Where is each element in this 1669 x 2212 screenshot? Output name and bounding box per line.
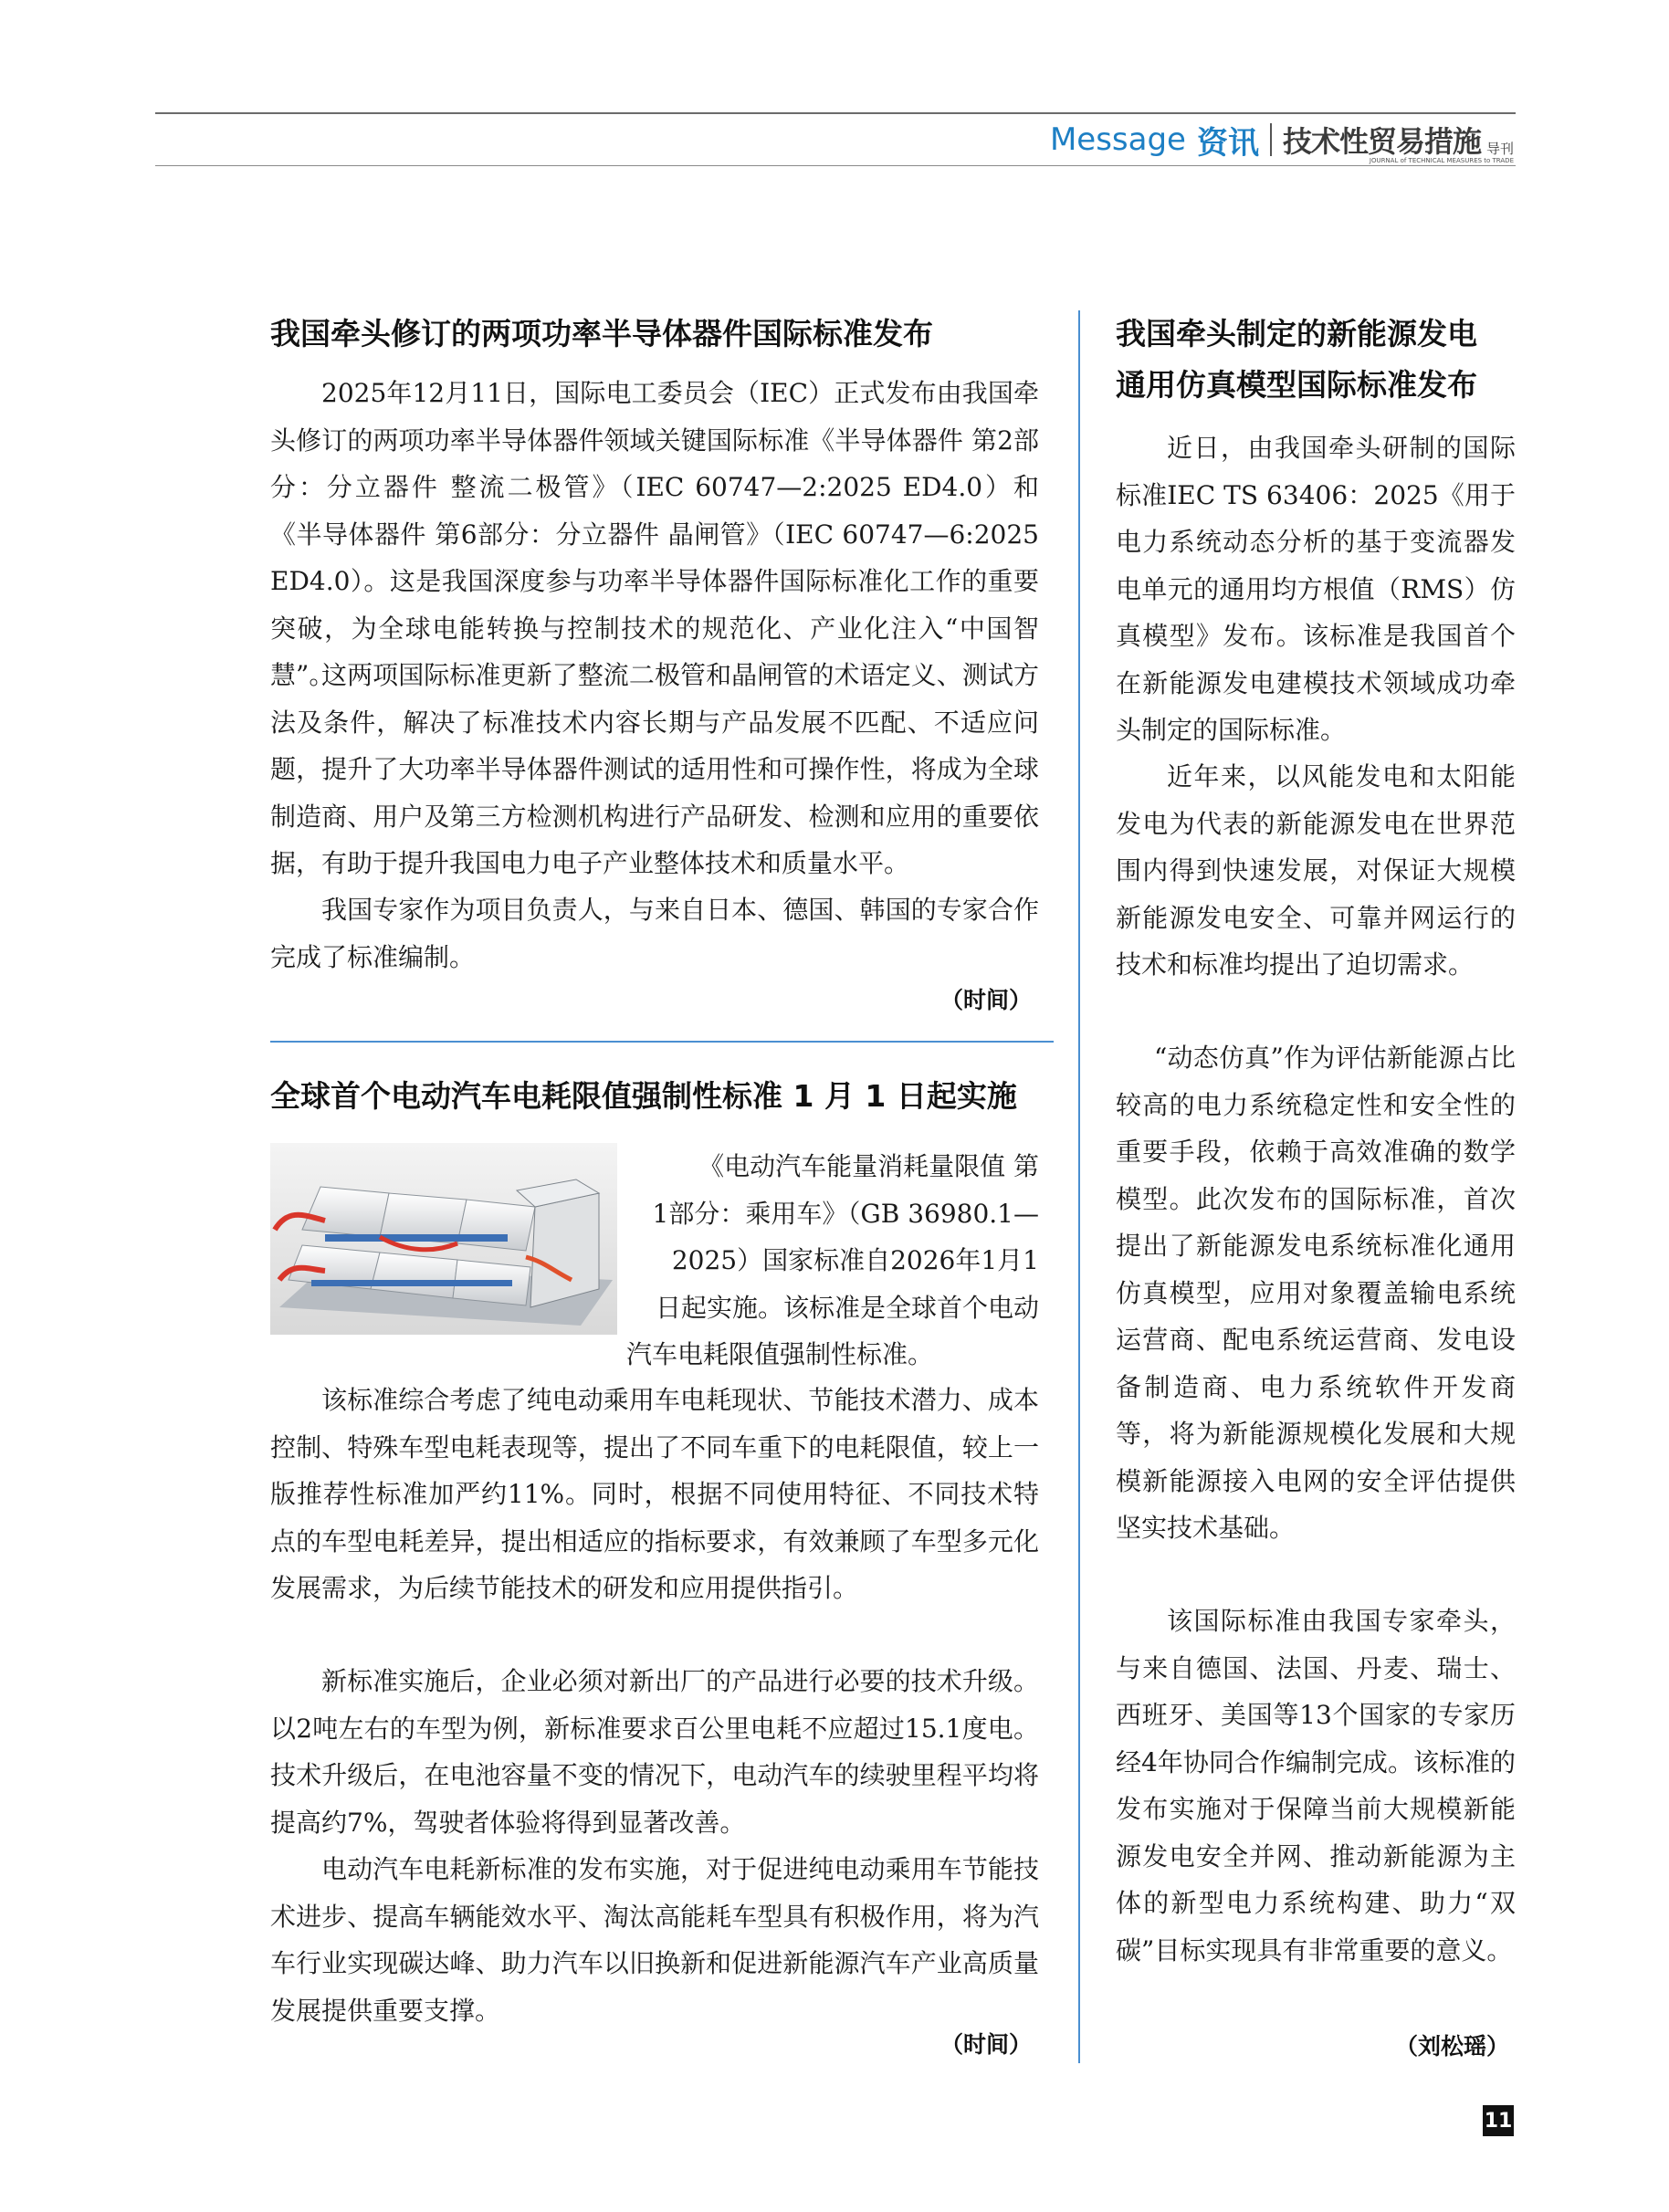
article3-paragraph-2: 近年来，以风能发电和太阳能发电为代表的新能源发电在世界范围内得到快速发展，对保证大规模新能源发电安全、可靠并网运行的技术和标准均提出了迫切需求。 [1116,761,1516,980]
article2-intro-line: 汽车电耗限值强制性标准。 [626,1339,934,1369]
battery-pack-photo [270,1143,617,1335]
article3-title-line: 我国牵头制定的新能源发电 [1116,316,1477,351]
article2-intro-line: 2025）国家标准自2026年1月1 [671,1245,1039,1275]
article3-paragraph-1: 近日，由我国牵头研制的国际标准IEC TS 63406：2025《用于电力系统动态分析的基于变流器发电单元的通用均方根值（RMS）仿真模型》发布。该标准是我国首个在新能源发电建模技术领域成功牵头制定的国际标准。 [1116,433,1516,745]
article1-paragraph-2: 这两项国际标准更新了整流二极管和晶闸管的术语定义、测试方法及条件，解决了标准技术内容长期与产品发展不匹配、不适应问题，提升了大功率半导体器件测试的适用性和可操作性，将成为全球制造商、用户及第三方检测机构进行产品研发、检测和应用的重要依据，有助于提升我国电力电子产业整体技术和质量水平。 [270,660,1039,878]
article1-paragraph-1: 2025年12月11日，国际电工委员会（IEC）正式发布由我国牵头修订的两项功率半导体器件领域关键国际标准《半导体器件 第2部分：分立器件 整流二极管》（IEC 60747—2:2025 ED4.0）和《半导体器件 第6部分：分立器件 晶闸管》（IEC 60747—6:2025 ED4.0）。这是我国深度参与功率半导体器件国际标准化工作的重要突破，为全球电能转换与控制技术的规范化、产业化注入“中国智慧”。 [270,378,1039,690]
article3-title-line: 通用仿真模型国际标准发布 [1116,367,1477,403]
article2-intro-line: 日起实施。该标准是全球首个电动 [655,1292,1039,1323]
running-header [1049,119,1514,164]
article3-paragraph-3: “动态仿真”作为评估新能源占比较高的电力系统稳定性和安全性的重要手段，依赖于高效准确的数学模型。此次发布的国际标准，首次提出了新能源发电系统标准化通用仿真模型，应用对象覆盖输电系统运营商、配电系统运营商、发电设备制造商、电力系统软件开发商等，将为新能源规模化发展和大规模新能源接入电网的安全评估提供坚实技术基础。 [1116,1043,1516,1543]
header-message: Message [1049,121,1186,158]
journal-logo [1282,119,1514,164]
article1-title: 我国牵头修订的两项功率半导体器件国际标准发布 [270,316,933,351]
article2-intro-line: 1部分：乘用车》（GB 36980.1— [652,1198,1039,1229]
header-rule-bottom [155,165,1516,166]
article3-paragraph-4: 该国际标准由我国专家牵头，与来自德国、法国、丹麦、瑞士、西班牙、美国等13个国家的专家历经4年协同合作编制完成。该标准的发布实施对于保障当前大规模新能源发电安全并网、推动新能源为主体的新型电力系统构建、助力“双碳”目标实现具有非常重要的意义。 [1116,1606,1516,1966]
article2-paragraph-3: 电动汽车电耗新标准的发布实施，对于促进纯电动乘用车节能技术进步、提高车辆能效水平、淘汰高能耗车型具有积极作用，将为汽车行业实现碳达峰、助力汽车以旧换新和促进新能源汽车产业高质量发展提供重要支撑。 [270,1854,1039,2026]
article1-paragraph-3: 我国专家作为项目负责人，与来自日本、德国、韩国的专家合作完成了标准编制。 [270,895,1039,972]
article3-source: （刘松瑶） [1395,2033,1510,2060]
header-rule-top [155,112,1516,114]
article1-source: （时间） [940,987,1033,1013]
article2-paragraph-2: 新标准实施后，企业必须对新出厂的产品进行必要的技术升级。以2吨左右的车型为例，新标准要求百公里电耗不应超过15.1度电。技术升级后，在电池容量不变的情况下，电动汽车的续驶里程平均将提高约7%，驾驶者体验将得到显著改善。 [270,1666,1039,1838]
column-divider [1078,310,1080,2063]
article2-intro [626,1143,1039,1379]
article3-title [1116,309,1477,411]
article2-source: （时间） [940,2031,1033,2058]
article2-title: 全球首个电动汽车电耗限值强制性标准 1 月 1 日起实施 [270,1078,1017,1114]
article2-paragraph-1: 该标准综合考虑了纯电动乘用车电耗现状、节能技术潜力、成本控制、特殊车型电耗表现等，提出了不同车重下的电耗限值，较上一版推荐性标准加严约11%。同时，根据不同使用特征、不同技术特点的车型电耗差异，提出相适应的指标要求，有效兼顾了车型多元化发展需求，为后续节能技术的研发和应用提供指引。 [270,1385,1039,1603]
header-zixun: 资讯 [1196,124,1259,162]
header-separator [1270,123,1272,156]
section-divider [270,1041,1054,1043]
logo-main-text: 技术性贸易措施 [1282,124,1481,159]
logo-small-text: 导刊 [1485,141,1514,157]
article2-intro-line: 《电动汽车能量消耗量限值 第 [698,1151,1039,1181]
page-number: 11 [1483,2105,1514,2136]
logo-english-text: JOURNAL of TECHNICAL MEASURES to TRADE [1369,157,1514,164]
